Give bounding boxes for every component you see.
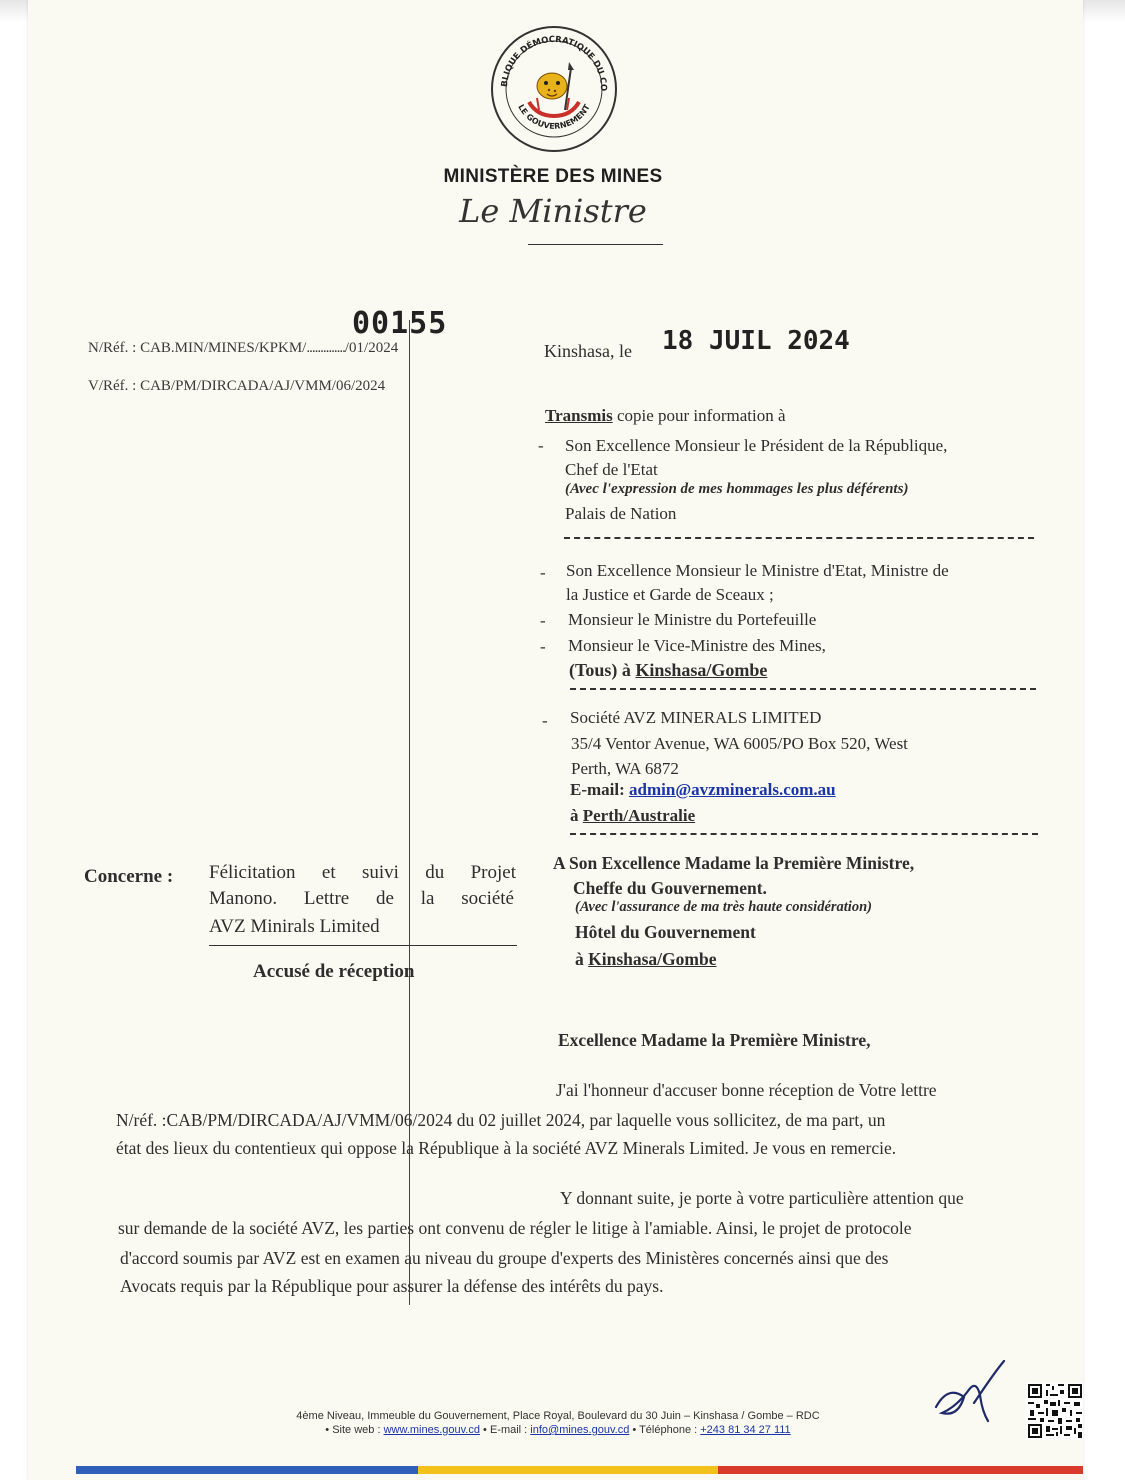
footer-address: 4ème Niveau, Immeuble du Gouvernement, Place Royal, Boulevard du 30 Juin – Kinshasa / Gombe – RDC: [296, 1410, 820, 1422]
recipient-location-row: [575, 949, 717, 970]
separator-dashes: [570, 833, 1038, 835]
recipient-vice-ministre: Monsieur le Vice-Ministre des Mines,: [568, 636, 826, 655]
bullet: -: [538, 436, 544, 455]
recipient-justice-line1: Son Excellence Monsieur le Ministre d'Etat, Ministre de: [566, 561, 949, 580]
paragraph2-line2: sur demande de la société AVZ, les parties ont convenu de régler le litige à l'amiable. Ainsi, le projet de protocole: [118, 1218, 912, 1238]
concerne-label: Concerne :: [84, 866, 174, 887]
footer-email-label: • E-mail :: [483, 1424, 528, 1436]
subject-title: Accusé de réception: [253, 961, 415, 982]
our-reference-prefix: N/Réf. : CAB.MIN/MINES/KPKM/: [88, 340, 307, 356]
company-address2: Perth, WA 6872: [571, 759, 679, 778]
seal-text-bottom: LE GOUVERNEMENT: [516, 102, 592, 131]
our-reference: N/Réf. : CAB.MIN/MINES/KPKM/............../01/2024: [88, 340, 399, 356]
document-page: [28, 0, 1083, 1480]
bullet: -: [542, 711, 548, 730]
our-reference-number: 00155: [352, 306, 448, 341]
transmis-label: Transmis: [545, 406, 613, 425]
flag-bar-yellow: [426, 1466, 718, 1474]
paragraph2-line1: Y donnant suite, je porte à votre particulière attention que: [560, 1188, 964, 1208]
flag-bar-red: [718, 1466, 1083, 1474]
paragraph1-line1: J'ai l'honneur d'accuser bonne réception de Votre lettre: [556, 1080, 937, 1100]
bullet: -: [540, 563, 546, 582]
recipient-president-line1: Son Excellence Monsieur le Président de la République,: [565, 436, 948, 455]
tous-label: (Tous) à: [569, 660, 631, 680]
recipient-location: Kinshasa/Gombe: [588, 949, 717, 969]
concerne-line3: AVZ Minirals Limited: [209, 916, 380, 937]
company-address1: 35/4 Ventor Avenue, WA 6005/PO Box 520, West: [571, 734, 908, 753]
paragraph1-line3: état des lieux du contentieux qui oppose la République à la société AVZ Minerals Limited. Je vous en remercie.: [116, 1138, 897, 1158]
recipients-tous: [569, 660, 767, 681]
bullet: -: [540, 611, 546, 630]
concerne-line1: Félicitation et suivi du Projet: [209, 862, 516, 883]
company-location: Perth/Australie: [582, 806, 696, 825]
recipient-a: à: [575, 949, 584, 969]
our-reference-suffix: /01/2024: [344, 340, 399, 356]
flag-bar-blue: [76, 1466, 418, 1474]
company-location-row: [570, 806, 695, 826]
footer-site-label: • Site web :: [325, 1424, 381, 1436]
recipient-president-line2: Chef de l'Etat: [565, 460, 658, 479]
recipient-note: (Avec l'assurance de ma très haute considération): [575, 899, 872, 915]
recipient-line1: A Son Excellence Madame la Première Ministre,: [553, 853, 915, 873]
company-name: Société AVZ MINERALS LIMITED: [570, 708, 822, 727]
paragraph2-line4: Avocats requis par la République pour assurer la défense des intérêts du pays.: [120, 1276, 664, 1296]
flag-color-bar: [76, 1466, 1083, 1474]
recipient-president-location: Palais de Nation: [565, 504, 677, 523]
title-underline: [528, 244, 663, 245]
concerne-line2: Manono. Lettre de la société: [209, 888, 514, 909]
minister-signature-title: Le Ministre: [459, 192, 647, 230]
footer-email-link[interactable]: info@mines.gouv.cd: [530, 1424, 630, 1436]
qr-code-icon: [1026, 1382, 1083, 1440]
recipient-president-note: (Avec l'expression de mes hommages les plus déférents): [565, 481, 909, 497]
footer-contacts: [238, 1424, 878, 1436]
bullet: -: [540, 637, 546, 656]
paragraph2-line3: d'accord soumis par AVZ est en examen au niveau du groupe d'experts des Ministères concernés ainsi que des: [120, 1248, 889, 1268]
footer-phone: +243 81 34 27 111: [700, 1424, 791, 1436]
company-email-row: [570, 780, 836, 800]
ministry-title: MINISTÈRE DES MINES: [443, 166, 663, 187]
your-reference: V/Réf. : CAB/PM/DIRCADA/AJ/VMM/06/2024: [88, 378, 386, 394]
recipient-justice-line2: la Justice et Garde de Sceaux ;: [566, 585, 774, 604]
seal-text-top: BLIQUE DÉMOCRATIQUE DU CO: [499, 34, 609, 92]
recipient-portefeuille: Monsieur le Ministre du Portefeuille: [568, 610, 817, 629]
date-stamp: 18 JUIL 2024: [662, 326, 850, 356]
footer-phone-label: • Téléphone :: [632, 1424, 698, 1436]
company-email-link[interactable]: admin@avzminerals.com.au: [629, 780, 836, 799]
minister-handwritten-signature: [928, 1355, 1018, 1435]
tous-location: Kinshasa/Gombe: [635, 660, 768, 680]
paragraph1-line2: N/réf. :CAB/PM/DIRCADA/AJ/VMM/06/2024 du 02 juillet 2024, par laquelle vous sollicitez, de ma part, un: [116, 1110, 886, 1130]
government-seal-icon: [489, 24, 619, 154]
salutation: Excellence Madame la Première Ministre,: [558, 1030, 871, 1050]
location-a: à: [570, 806, 579, 825]
footer-site-link[interactable]: www.mines.gouv.cd: [383, 1424, 480, 1436]
transmis-rest: copie pour information à: [616, 406, 786, 425]
email-label: E-mail:: [570, 780, 625, 799]
flag-bar-yellow-thin: [418, 1466, 426, 1474]
separator-dashes: [570, 688, 1036, 690]
recipient-line3: Hôtel du Gouvernement: [575, 922, 756, 942]
separator-dashes: [564, 537, 1034, 539]
concerne-underline: [209, 945, 517, 946]
recipient-line2: Cheffe du Gouvernement.: [573, 878, 767, 898]
transmis-heading: [545, 406, 785, 426]
place: Kinshasa, le: [544, 341, 632, 361]
